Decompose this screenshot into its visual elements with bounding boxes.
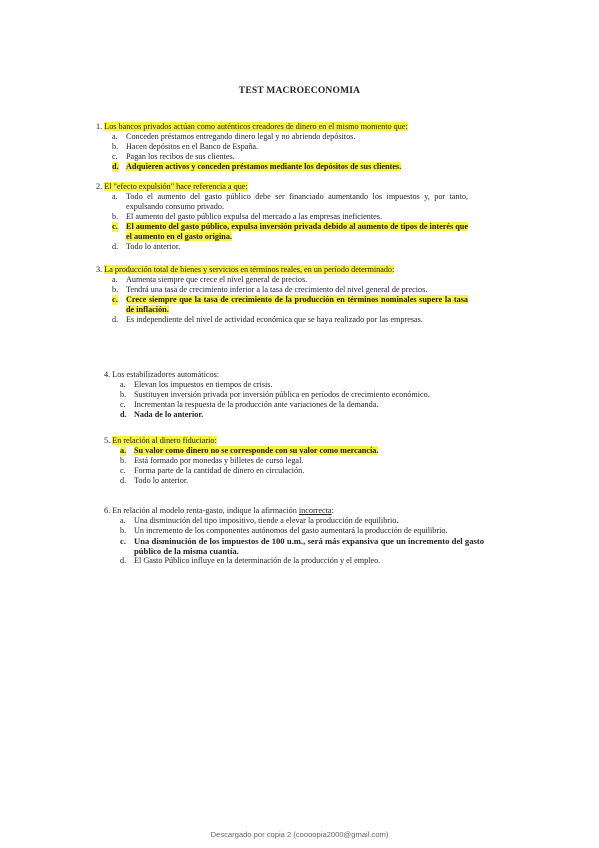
option-text: Pagan los recibos de sus clientes. <box>126 152 235 161</box>
page-title: TEST MACROECONOMIA <box>238 86 361 96</box>
option-text: Un incremento de los componentes autónomos del gasto aumentará la producción de equilibrio. <box>134 526 448 535</box>
option-text: Aumenta siempre que crece el nivel general de precios. <box>126 275 308 284</box>
question-number: 5. <box>104 436 111 445</box>
option-b <box>112 212 468 222</box>
option-a <box>112 192 468 212</box>
option-b <box>120 526 484 536</box>
option-text: Tendrá una tasa de crecimiento inferior a la tasa de crecimiento del nivel general de precios. <box>126 285 428 294</box>
option-letter: a. <box>120 446 127 455</box>
option-letter: a. <box>112 132 118 141</box>
option-letter: b. <box>120 456 127 465</box>
question-3 <box>96 265 468 325</box>
option-letter: d. <box>112 162 119 171</box>
option-text: Está formado por monedas y billetes de curso legal. <box>134 456 304 465</box>
question-text: La producción total de bienes y servicios en términos reales, en un período determinado: <box>104 265 395 274</box>
question-number: 1. <box>96 122 103 131</box>
option-letter: a. <box>112 192 118 201</box>
option-letter: b. <box>120 390 127 399</box>
option-c <box>120 400 482 410</box>
option-text: Todo el aumento del gasto público debe ser financiado aumentando los impuestos y, por tanto, expulsando consumo privado. <box>126 192 468 211</box>
question-2-stem <box>96 182 468 192</box>
question-6-stem <box>104 506 484 516</box>
option-text: Conceden préstamos entregando dinero legal y no abriendo depósitos. <box>126 132 356 141</box>
option-text: El aumento del gasto público, expulsa inversión privada debido al aumento de tipos de interés que el aumento en el gasto origina. <box>126 222 468 241</box>
option-b <box>120 456 482 466</box>
option-c-correct <box>112 222 468 242</box>
question-text: El "efecto expulsión" hace referencia a que: <box>104 182 248 191</box>
option-d <box>112 242 468 252</box>
question-1 <box>96 122 468 172</box>
question-text: En relación al modelo renta-gasto, indique la afirmación <box>112 506 297 515</box>
option-text: Sustituyen inversión privada por inversión pública en períodos de crecimiento económico. <box>134 390 430 399</box>
question-text-end: : <box>331 506 334 515</box>
option-letter: d. <box>112 315 119 324</box>
question-4 <box>104 370 482 420</box>
question-text: Los bancos privados actúan como auténticos creadores de dinero en el mismo momento que: <box>104 122 408 131</box>
question-6 <box>104 506 484 566</box>
question-2 <box>96 182 468 252</box>
question-5-stem <box>104 436 482 446</box>
option-c-correct <box>112 295 468 315</box>
option-letter: b. <box>112 212 119 221</box>
option-text: Todo lo anterior. <box>126 242 181 251</box>
question-text: En relación al dinero fiduciario: <box>112 436 217 445</box>
option-a-correct <box>120 446 482 456</box>
option-text: Hacen depósitos en el Banco de España. <box>126 142 259 151</box>
option-letter: d. <box>120 476 127 485</box>
question-5 <box>104 436 482 486</box>
option-a <box>112 132 468 142</box>
option-letter: d. <box>120 556 127 565</box>
option-text: Nada de lo anterior. <box>134 410 204 419</box>
option-d-correct <box>112 162 468 172</box>
option-text: Adquieren activos y conceden préstamos mediante los depósitos de sus clientes. <box>126 162 402 171</box>
option-d <box>112 315 468 325</box>
option-letter: a. <box>120 380 126 389</box>
option-c <box>120 466 482 476</box>
option-letter: c. <box>120 466 126 475</box>
question-4-stem <box>104 370 482 380</box>
option-letter: c. <box>120 536 126 546</box>
option-letter: a. <box>120 516 126 525</box>
option-letter: d. <box>120 410 127 419</box>
option-letter: b. <box>112 285 119 294</box>
question-1-stem <box>96 122 468 132</box>
option-text: Incrementan la respuesta de la producción ante variaciones de la demanda. <box>134 400 379 409</box>
option-a <box>120 380 482 390</box>
option-text: Su valor como dinero no se corresponde con su valor como mercancía. <box>134 446 379 455</box>
option-text: Forma parte de la cantidad de dinero en circulación. <box>134 466 305 475</box>
option-c-correct <box>120 536 484 556</box>
option-d <box>120 476 482 486</box>
download-footer: Descargado por copia 2 (coooopia2000@gmail.com) <box>210 830 389 839</box>
question-text-emphasis: incorrecta <box>298 506 332 515</box>
option-text: Una disminución de los impuestos de 100 u.m., será más expansiva que un incremento del gasto público de la misma cuantía. <box>134 536 484 556</box>
question-text: Los estabilizadores automáticos: <box>112 370 220 379</box>
option-a <box>112 275 468 285</box>
option-text: Una disminución del tipo impositivo, tiende a elevar la producción de equilibrio. <box>134 516 399 525</box>
option-b <box>112 142 468 152</box>
option-text: Todo lo anterior. <box>134 476 189 485</box>
option-b <box>112 285 468 295</box>
option-d-correct <box>120 410 482 420</box>
question-number: 3. <box>96 265 103 274</box>
option-c <box>112 152 468 162</box>
question-number: 2. <box>96 182 103 191</box>
option-letter: c. <box>120 400 126 409</box>
option-d <box>120 556 484 566</box>
question-number: 6. <box>104 506 111 515</box>
option-text: Es independiente del nivel de actividad económica que se haya realizado por las empresas. <box>126 315 423 324</box>
option-text: El Gasto Público influye en la determinación de la producción y el empleo. <box>134 556 381 565</box>
question-number: 4. <box>104 370 111 379</box>
option-text: Crece siempre que la tasa de crecimiento de la producción en términos nominales supere la tasa de inflación. <box>126 295 468 314</box>
option-text: El aumento del gasto público expulsa del mercado a las empresas ineficientes. <box>126 212 382 221</box>
option-letter: a. <box>112 275 118 284</box>
option-letter: d. <box>112 242 119 251</box>
option-letter: c. <box>112 222 118 231</box>
option-a <box>120 516 484 526</box>
option-letter: c. <box>112 295 118 304</box>
option-letter: b. <box>120 526 127 535</box>
option-text: Elevan los impuestos en tiempos de crisis. <box>134 380 273 389</box>
option-letter: b. <box>112 142 119 151</box>
question-3-stem <box>96 265 468 275</box>
option-b <box>120 390 482 400</box>
option-letter: c. <box>112 152 118 161</box>
